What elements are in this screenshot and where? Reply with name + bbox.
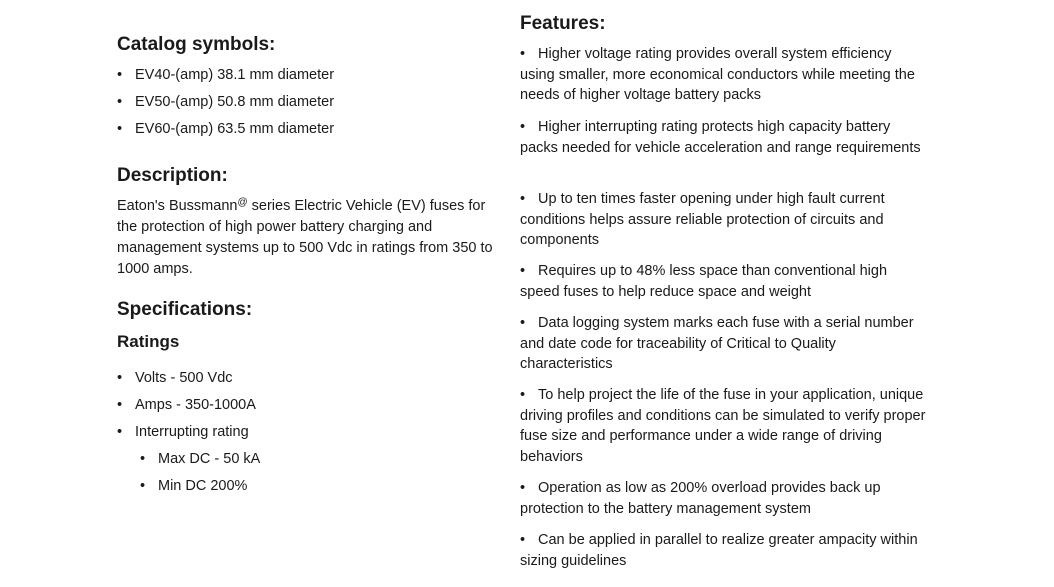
bullet: • [520,263,526,279]
bullet: • [117,397,123,413]
feature-item: • Higher interrupting rating protects high capacity battery packs needed for vehicle acceleration and range requirements [520,119,921,156]
feature-item: • Up to ten times faster opening under high fault current conditions helps assure reliable protection of circuits and components [520,191,885,249]
bullet: • [520,532,526,548]
catalog-item: • EV60-(amp) 63.5 mm diameter [117,119,334,140]
feature-item: • To help project the life of the fuse in your application, unique driving profiles and conditions can be simulated to verify proper fuse size and performance under a wide range of driving behaviors [520,387,926,466]
spec-sub-item: • Min DC 200% [140,476,247,497]
spec-item: • Interrupting rating [117,422,249,443]
registered-mark: @ [237,197,248,208]
bullet: • [520,315,526,331]
catalog-item: • EV40-(amp) 38.1 mm diameter [117,65,334,86]
description-heading: Description: [117,165,228,186]
features-heading: Features: [520,13,606,34]
bullet: • [520,387,526,403]
bullet: • [520,191,526,207]
spec-item: • Amps - 350-1000A [117,395,256,416]
feature-item: • Higher voltage rating provides overall system efficiency using smaller, more economical conductors while meeting the needs of higher voltage battery packs [520,46,915,104]
bullet: • [117,370,123,386]
spec-sub-item: • Max DC - 50 kA [140,449,260,470]
bullet: • [520,119,526,135]
feature-item: • Data logging system marks each fuse with a serial number and date code for traceability of Critical to Quality characteristics [520,315,914,373]
specifications-heading: Specifications: [117,299,253,320]
spec-item: • Volts - 500 Vdc [117,368,233,389]
description-text: Eaton's Bussmann@ series Electric Vehicle (EV) fuses for the protection of high power battery charging and management systems up to 500 Vdc in ratings from 350 to 1000 amps. [117,197,493,277]
catalog-symbols-heading: Catalog symbols: [117,34,276,55]
bullet: • [520,480,526,496]
feature-item: • Can be applied in parallel to realize greater ampacity within sizing guidelines [520,532,918,569]
bullet: • [117,121,123,137]
bullet: • [117,67,123,83]
bullet: • [140,451,146,467]
feature-item: • Operation as low as 200% overload provides back up protection to the battery management system [520,480,881,517]
bullet: • [117,424,123,440]
feature-item: • Requires up to 48% less space than conventional high speed fuses to help reduce space and weight [520,263,888,300]
bullet: • [140,478,146,494]
bullet: • [520,46,526,62]
ratings-heading: Ratings [117,332,180,351]
bullet: • [117,94,123,110]
catalog-item: • EV50-(amp) 50.8 mm diameter [117,92,334,113]
